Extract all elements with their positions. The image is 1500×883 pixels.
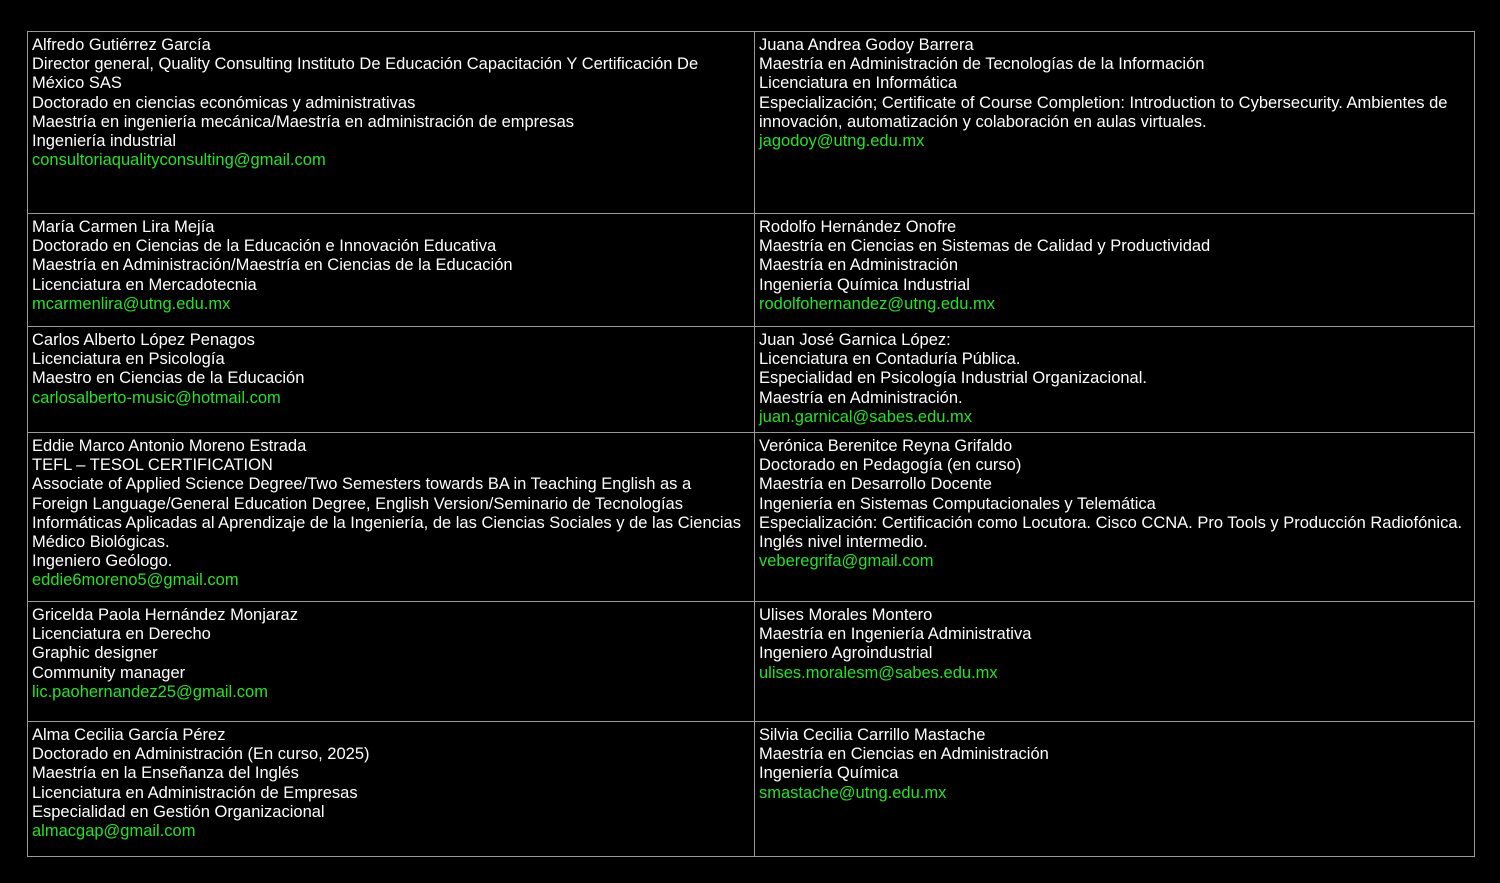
credential-line: Maestría en ingeniería mecánica/Maestría en administración de empresas [32, 112, 575, 131]
email-link[interactable]: mcarmenlira@utng.edu.mx [32, 294, 231, 313]
email-link[interactable]: smastache@utng.edu.mx [759, 783, 947, 802]
faculty-directory-table [27, 31, 1475, 857]
credential-line: Ingeniería industrial [32, 132, 177, 151]
directory-body [28, 32, 1475, 857]
table-row [28, 602, 1475, 722]
credential-line: Licenciatura en Derecho [32, 625, 211, 644]
email-link[interactable]: carlosalberto-music@hotmail.com [32, 388, 281, 407]
credential-line: Ingeniero Agroindustrial [759, 644, 933, 663]
credential-line: Community manager [32, 663, 186, 682]
credential-line: Maestría en la Enseñanza del Inglés [32, 764, 299, 783]
person-name: Juana Andrea Godoy Barrera [759, 36, 974, 54]
credential-line: Graphic designer [32, 644, 158, 663]
profile-cell-left [28, 602, 755, 722]
credential-line: Ingeniería Química [759, 764, 899, 783]
table-row [28, 214, 1475, 327]
profile-cell-left [28, 214, 755, 327]
person-name: Rodolfo Hernández Onofre [759, 218, 957, 236]
person-name: Ulises Morales Montero [759, 606, 933, 624]
person-name: Eddie Marco Antonio Moreno Estrada [32, 437, 307, 455]
person-name: Alma Cecilia García Pérez [32, 726, 226, 744]
person-name: Juan José Garnica López: [759, 331, 951, 349]
credential-line: Maestría en Desarrollo Docente [759, 475, 992, 494]
credential-line: Maestría en Administración. [759, 388, 963, 407]
credential-line: Especialidad en Gestión Organizacional [32, 802, 325, 821]
credential-line: Especialización: Certificación como Locutora. Cisco CCNA. Pro Tools y Producción Radiofónica. Inglés nivel intermedio. [759, 513, 1463, 552]
credential-line: Maestro en Ciencias de la Educación [32, 369, 305, 388]
profile-cell-right [755, 327, 1475, 433]
profile-cell-left [28, 32, 755, 214]
credential-line: Especialidad en Psicología Industrial Organizacional. [759, 369, 1147, 388]
credential-line: Maestría en Ciencias en Sistemas de Calidad y Productividad [759, 237, 1211, 256]
credential-line: Doctorado en Pedagogía (en curso) [759, 456, 1022, 475]
email-link[interactable]: rodolfohernandez@utng.edu.mx [759, 294, 995, 313]
email-link[interactable]: lic.paohernandez25@gmail.com [32, 682, 268, 701]
credential-line: Licenciatura en Mercadotecnia [32, 275, 257, 294]
profile-cell-right [755, 722, 1475, 857]
email-link[interactable]: jagodoy@utng.edu.mx [759, 132, 925, 151]
credential-line: Ingeniero Geólogo. [32, 552, 173, 571]
credential-line: Especialización; Certificate of Course Completion: Introduction to Cybersecurity. Ambientes de innovación, automatización y colaboración en aulas virtuales. [759, 93, 1448, 131]
person-name: Alfredo Gutiérrez García [32, 36, 211, 54]
credential-line: Licenciatura en Psicología [32, 350, 225, 369]
credential-line: Associate of Applied Science Degree/Two Semesters towards BA in Teaching English as a Foreign Language/General Education Degree, English Version/Seminario de Tecnologías Informáticas Aplicadas al Aprendizaje de la Ingeniería, de las Ciencias Sociales y de las Ciencias Médico Biológicas. [32, 475, 741, 552]
profile-cell-right [755, 602, 1475, 722]
credential-line: Doctorado en ciencias económicas y administrativas [32, 93, 416, 112]
credential-line: TEFL – TESOL CERTIFICATION [32, 456, 273, 475]
credential-line: Doctorado en Administración (En curso, 2025) [32, 745, 370, 764]
person-name: Carlos Alberto López Penagos [32, 331, 255, 349]
credential-line: Licenciatura en Administración de Empresas [32, 783, 358, 802]
credential-line: Licenciatura en Informática [759, 74, 958, 93]
person-name: Silvia Cecilia Carrillo Mastache [759, 726, 986, 744]
credential-line: Ingeniería Química Industrial [759, 275, 970, 294]
profile-cell-left [28, 722, 755, 857]
profile-cell-left [28, 327, 755, 433]
person-name: Verónica Berenitce Reyna Grifaldo [759, 437, 1013, 455]
person-name: Gricelda Paola Hernández Monjaraz [32, 606, 298, 624]
credential-line: Director general, Quality Consulting Instituto De Educación Capacitación Y Certificación De México SAS [32, 55, 699, 93]
table-row [28, 327, 1475, 433]
table-row [28, 433, 1475, 602]
profile-cell-right [755, 433, 1475, 602]
profile-cell-left [28, 433, 755, 602]
profile-cell-right [755, 214, 1475, 327]
table-row [28, 32, 1475, 214]
email-link[interactable]: consultoriaqualityconsulting@gmail.com [32, 151, 326, 170]
credential-line: Maestría en Administración [759, 256, 959, 275]
email-link[interactable]: eddie6moreno5@gmail.com [32, 571, 239, 590]
credential-line: Maestría en Ingeniería Administrativa [759, 625, 1032, 644]
credential-line: Maestría en Ciencias en Administración [759, 745, 1049, 764]
credential-line: Maestría en Administración/Maestría en Ciencias de la Educación [32, 256, 513, 275]
email-link[interactable]: almacgap@gmail.com [32, 822, 196, 841]
email-link[interactable]: ulises.moralesm@sabes.edu.mx [759, 663, 998, 682]
credential-line: Ingeniería en Sistemas Computacionales y Telemática [759, 494, 1156, 513]
table-row [28, 722, 1475, 857]
credential-line: Maestría en Administración de Tecnologías de la Información [759, 55, 1205, 74]
email-link[interactable]: juan.garnical@sabes.edu.mx [759, 407, 973, 426]
credential-line: Doctorado en Ciencias de la Educación e Innovación Educativa [32, 237, 497, 256]
credential-line: Licenciatura en Contaduría Pública. [759, 350, 1021, 369]
person-name: María Carmen Lira Mejía [32, 218, 215, 236]
profile-cell-right [755, 32, 1475, 214]
email-link[interactable]: veberegrifa@gmail.com [759, 552, 934, 571]
